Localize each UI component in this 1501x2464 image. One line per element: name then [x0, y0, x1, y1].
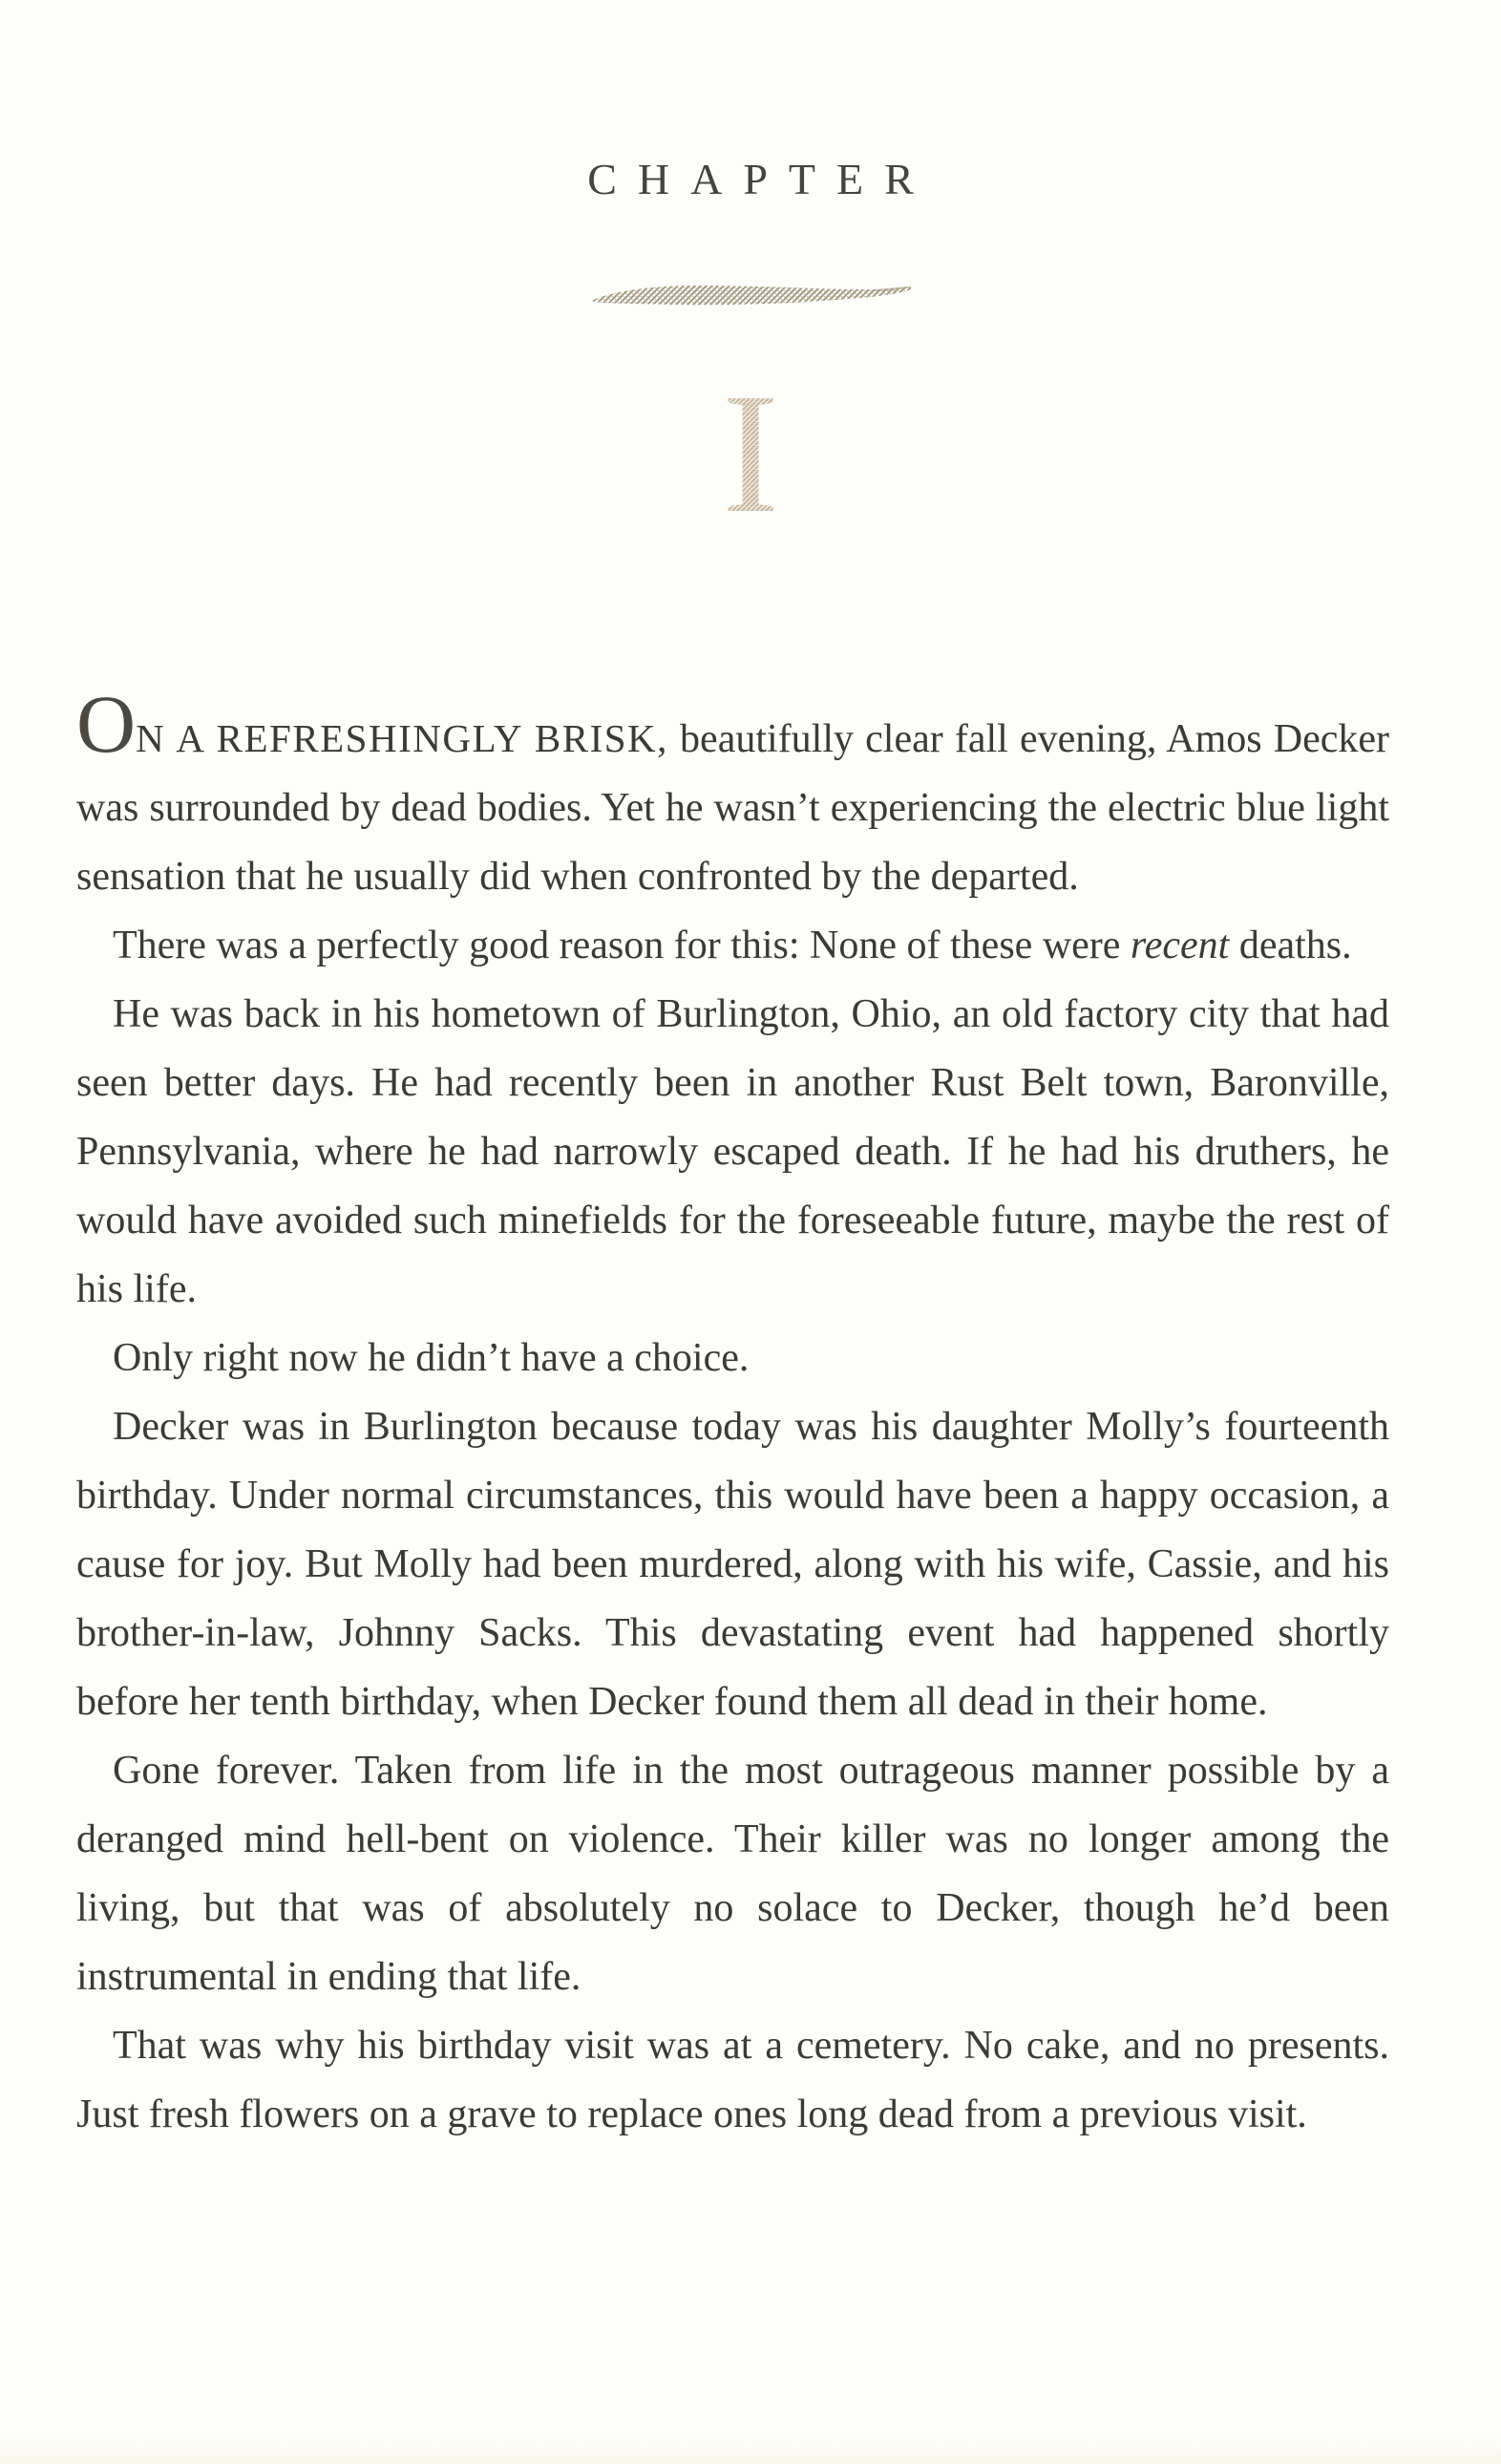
opening-small-caps: N A REFRESHINGLY BRISK,	[136, 716, 668, 760]
page-bottom-bleedthrough	[0, 2437, 1501, 2464]
paragraph-7: That was why his birthday visit was at a cemetery. No cake, and no presents. Just fresh flowers on a grave to replace ones long dead from a previous visit.	[76, 2024, 1389, 2136]
chapter-number-one-icon	[712, 393, 789, 517]
paragraph-4: Only right now he didn’t have a choice.	[113, 1336, 750, 1380]
brush-stroke-ornament	[0, 278, 1501, 312]
brush-stroke-icon	[588, 278, 913, 312]
paragraph-text: There was a perfectly good reason for this: None of these were	[113, 924, 1131, 967]
svg-text:I: I	[722, 393, 779, 517]
raised-initial-cap: O	[76, 678, 137, 770]
italic-word: recent	[1130, 924, 1230, 967]
page-body	[76, 678, 1389, 2149]
paragraph-5: Decker was in Burlington because today was his daughter Molly’s fourteenth birthday. Under normal circumstances, this would have been a happy occasion, a cause for joy. But Molly had been murdered, along with his wife, Cassie, and his brother-in-law, Johnny Sacks. This devastating event had happened shortly before her tenth birthday, when Decker found them all dead in their home.	[76, 1405, 1389, 1724]
chapter-numeral	[0, 393, 1501, 517]
paragraph-2	[76, 911, 1389, 980]
paragraph-1	[76, 678, 1389, 911]
paragraph-6: Gone forever. Taken from life in the most outrageous manner possible by a deranged mind hell-bent on violence. Their killer was no longer among the living, but that was of absolutely no solace to Decker, though he’d been instrumental in ending that life.	[76, 1749, 1389, 1999]
paragraph-text: deaths.	[1229, 924, 1352, 967]
paragraph-text: beautifully clear fall evening, Amos Decker was surrounded by dead bodies. Yet he wasn’t experiencing the electric blue light sensation that he usually did when confronted by the departed.	[76, 717, 1389, 899]
paragraph-3: He was back in his hometown of Burlington, Ohio, an old factory city that had seen better days. He had recently been in another Rust Belt town, Baronville, Pennsylvania, where he had narrowly escaped death. If he had his druthers, he would have avoided such minefields for the foreseeable future, maybe the rest of his life.	[76, 992, 1389, 1311]
chapter-heading: CHAPTER	[587, 155, 935, 203]
